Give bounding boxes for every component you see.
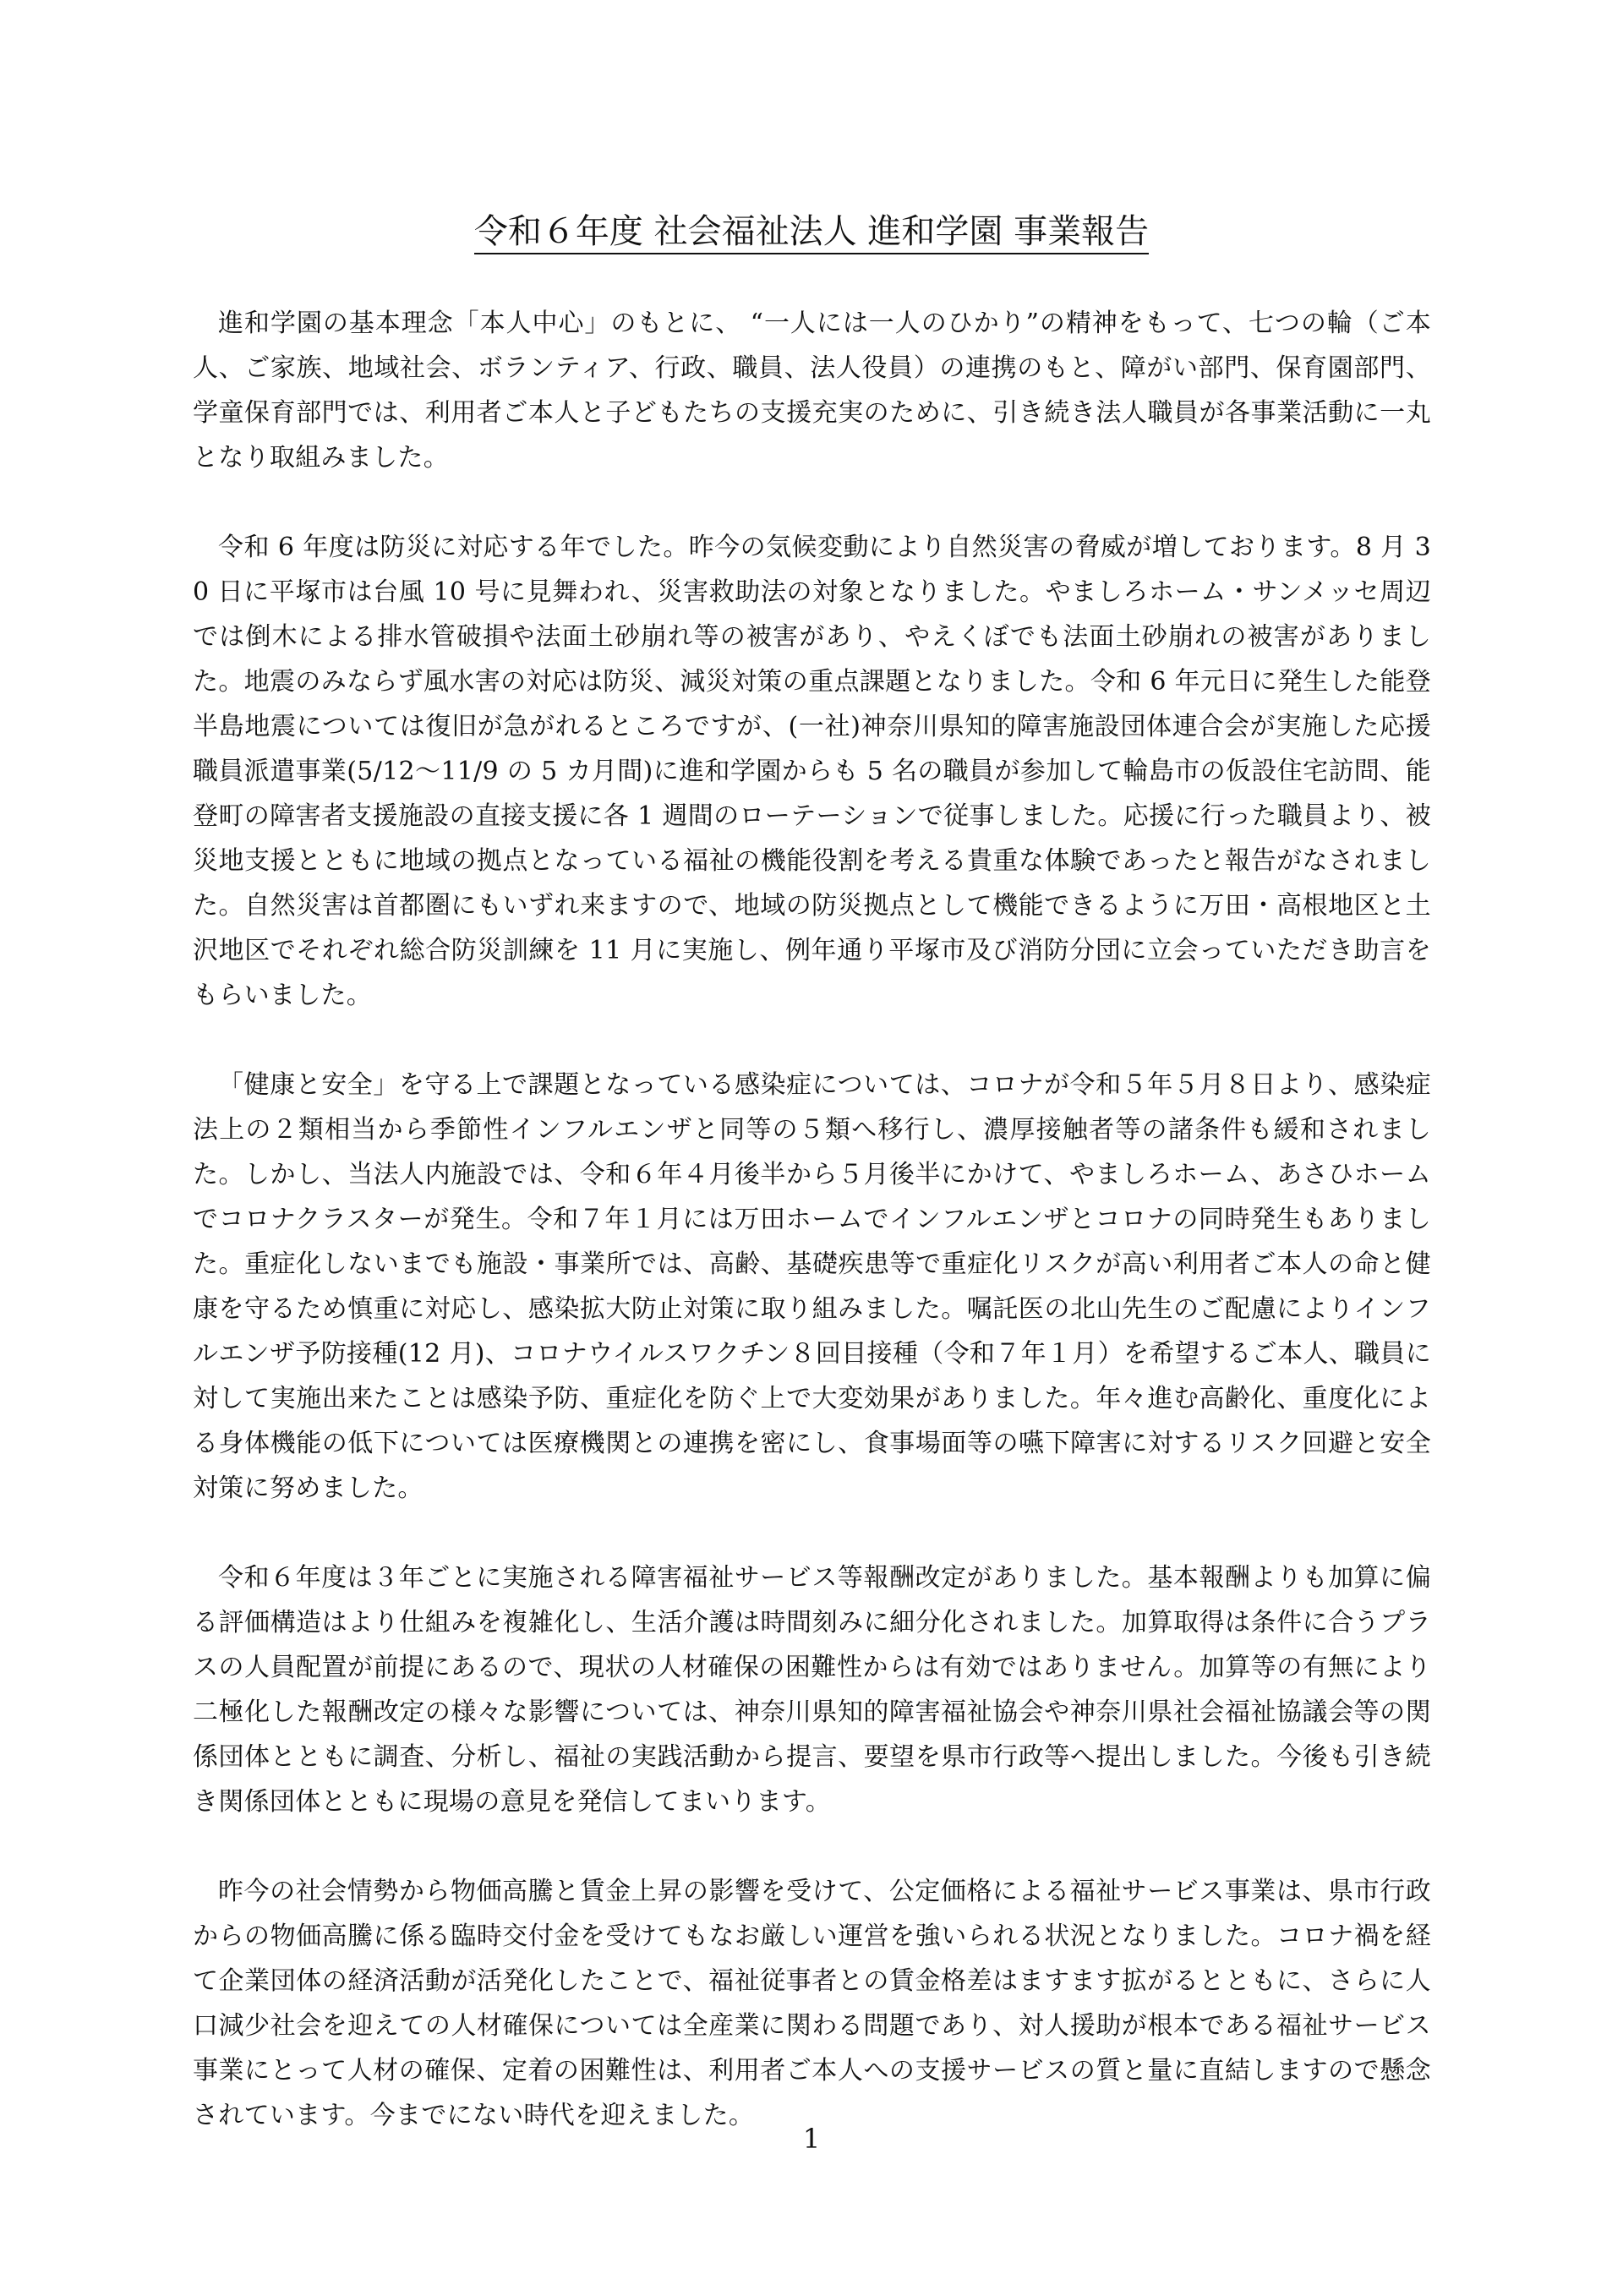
- paragraph-social-situation: 昨今の社会情勢から物価高騰と賃金上昇の影響を受けて、公定価格による福祉サービス事業は、県市行政からの物価高騰に係る臨時交付金を受けてもなお厳しい運営を強いられる状況となりました。コロナ禍を経て企業団体の経済活動が活発化したことで、福祉従事者との賃金格差はますます拡がるとともに、さらに人口減少社会を迎えての人材確保については全産業に関わる問題であり、対人援助が根本である福祉サービス事業にとって人材の確保、定着の困難性は、利用者ご本人への支援サービスの質と量に直結しますので懸念されています。今までにない時代を迎えました。: [193, 1877, 1431, 2130]
- page-title: [0, 208, 1623, 255]
- paragraph-disaster-prevention: 令和 6 年度は防災に対応する年でした。昨今の気候変動により自然災害の脅威が増しております。8 月 30 日に平塚市は台風 10 号に見舞われ、災害救助法の対象となりました。やましろホーム・サンメッセ周辺では倒木による排水管破損や法面土砂崩れ等の被害があり、やえくぼでも法面土砂崩れの被害がありました。地震のみならず風水害の対応は防災、減災対策の重点課題となりました。令和 6 年元日に発生した能登半島地震については復旧が急がれるところですが、(一社)神奈川県知的障害施設団体連合会が実施した応援職員派遣事業(5/12～11/9 の 5 カ月間)に進和学園からも 5 名の職員が参加して輪島市の仮設住宅訪問、能登町の障害者支援施設の直接支援に各 1 週間のローテーションで従事しました。応援に行った職員より、被災地支援とともに地域の拠点となっている福祉の機能役割を考える貴重な体験であったと報告がなされました。自然災害は首都圏にもいずれ来ますので、地域の防災拠点として機能できるように万田・高根地区と土沢地区でそれぞれ総合防災訓練を 11 月に実施し、例年通り平塚市及び消防分団に立会っていただき助言をもらいました。: [193, 533, 1431, 1010]
- paragraph-infection-control: 「健康と安全」を守る上で課題となっている感染症については、コロナが令和５年５月８日より、感染症法上の２類相当から季節性インフルエンザと同等の５類へ移行し、濃厚接触者等の諸条件も緩和されました。しかし、当法人内施設では、令和６年４月後半から５月後半にかけて、やましろホーム、あさひホームでコロナクラスターが発生。令和７年１月には万田ホームでインフルエンザとコロナの同時発生もありました。重症化しないまでも施設・事業所では、高齢、基礎疾患等で重症化リスクが高い利用者ご本人の命と健康を守るため慎重に対応し、感染拡大防止対策に取り組みました。嘱託医の北山先生のご配慮によりインフルエンザ予防接種(12 月)、コロナウイルスワクチン８回目接種（令和７年１月）を希望するご本人、職員に対して実施出来たことは感染予防、重症化を防ぐ上で大変効果がありました。年々進む高齢化、重度化による身体機能の低下については医療機関との連携を密にし、食事場面等の嚥下障害に対するリスク回避と安全対策に努めました。: [193, 1070, 1431, 1503]
- page-title-text: 令和６年度 社会福祉法人 進和学園 事業報告: [474, 212, 1149, 254]
- paragraph-fee-revision: 令和６年度は３年ごとに実施される障害福祉サービス等報酬改定がありました。基本報酬よりも加算に偏る評価構造はより仕組みを複雑化し、生活介護は時間刻みに細分化されました。加算取得は条件に合うプラスの人員配置が前提にあるので、現状の人材確保の困難性からは有効ではありません。加算等の有無により二極化した報酬改定の様々な影響については、神奈川県知的障害福祉協会や神奈川県社会福祉協議会等の関係団体とともに調査、分析し、福祉の実践活動から提言、要望を県市行政等へ提出しました。今後も引き続き関係団体とともに現場の意見を発信してまいります。: [193, 1563, 1431, 1817]
- paragraph-philosophy: 進和学園の基本理念「本人中心」のもとに、 “一人には一人のひかり”の精神をもって、七つの輪（ご本人、ご家族、地域社会、ボランティア、行政、職員、法人役員）の連携のもと、障がい部門、保育園部門、学童保育部門では、利用者ご本人と子どもたちの支援充実のために、引き続き法人職員が各事業活動に一丸となり取組みました。: [193, 309, 1431, 473]
- page-number: 1: [802, 2123, 821, 2155]
- document-body: [193, 301, 1431, 2183]
